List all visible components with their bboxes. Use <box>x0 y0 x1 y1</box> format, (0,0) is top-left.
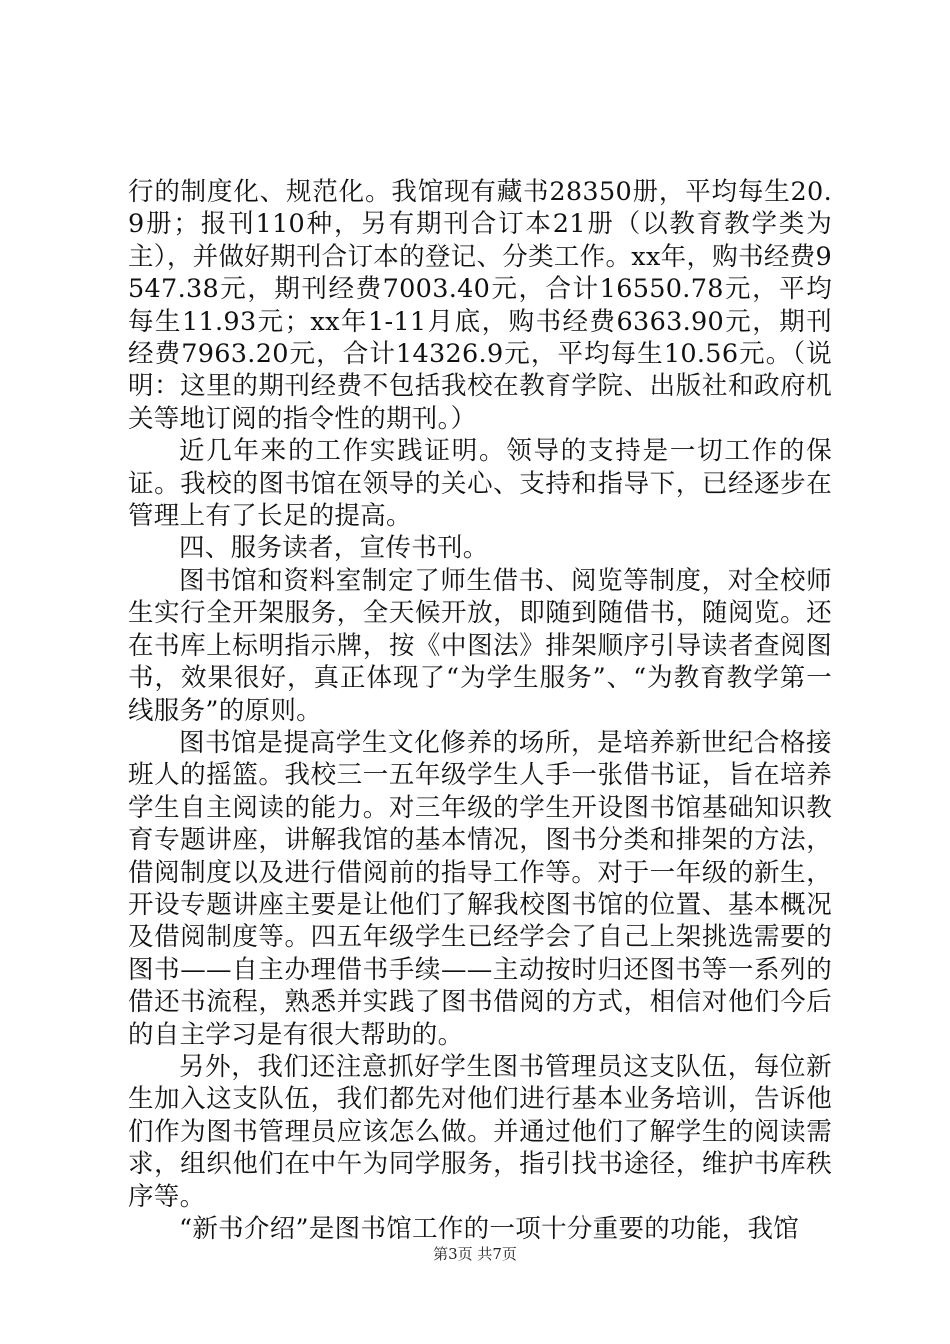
paragraph-new-books-intro: “新书介绍”是图书馆工作的一项十分重要的功能，我馆 <box>179 1214 800 1244</box>
paragraph-library-education: 图书馆是提高学生文化修养的场所，是培养新世纪合格接班人的摇篮。我校三一五年级学生人手一张借书证，旨在培养学生自主阅读的能力。对三年级的学生开设图书馆基础知识教育专题讲座，讲解我馆的基本情况，图书分类和排架的方法，借阅制度以及进行借阅前的指导工作等。对于一年级的新生，开设专题讲座主要是让他们了解我校图书馆的位置、基本概况及借阅制度等。四五年级学生已经学会了自己上架挑选需要的图书——自主办理借书手续——主动按时归还图书等一系列的借还书流程，熟悉并实践了图书借阅的方式，相信对他们今后的自主学习是有很大帮助的。 <box>128 727 832 1050</box>
paragraph-leadership-support: 近几年来的工作实践证明。领导的支持是一切工作的保证。我校的图书馆在领导的关心、支持和指导下，已经逐步在管理上有了长足的提高。 <box>128 436 832 532</box>
page-footer: 第3页 共7页 <box>433 1245 517 1263</box>
paragraph-continuation: 行的制度化、规范化。我馆现有藏书28350册，平均每生20.9册；报刊110种，另有期刊合订本21册（以教育教学类为主），并做好期刊合订本的登记、分类工作。xx年，购书经费9547.38元，期刊经费7003.40元，合计16550.78元，平均每生11.93元；xx年1-11月底，购书经费6363.90元，期刊经费7963.20元，合计14326.9元，平均每生10.56元。（说明：这里的期刊经费不包括我校在教育学院、出版社和政府机关等地订阅的指令性的期刊。） <box>128 177 832 434</box>
paragraph-borrowing-rules: 图书馆和资料室制定了师生借书、阅览等制度，对全校师生实行全开架服务，全天候开放，即随到随借书，随阅览。还在书库上标明指示牌，按《中图法》排架顺序引导读者查阅图书，效果很好，真正体现了“为学生服务”、“为教育教学第一线服务”的原则。 <box>128 565 832 726</box>
section-heading-serve-readers: 四、服务读者，宣传书刊。 <box>179 533 489 564</box>
document-body <box>128 176 832 1245</box>
paragraph-student-librarians: 另外，我们还注意抓好学生图书管理员这支队伍，每位新生加入这支队伍，我们都先对他们进行基本业务培训，告诉他们作为图书管理员应该怎么做。并通过他们了解学生的阅读需求，组织他们在中午为同学服务，指引找书途径，维护书库秩序等。 <box>128 1051 832 1212</box>
